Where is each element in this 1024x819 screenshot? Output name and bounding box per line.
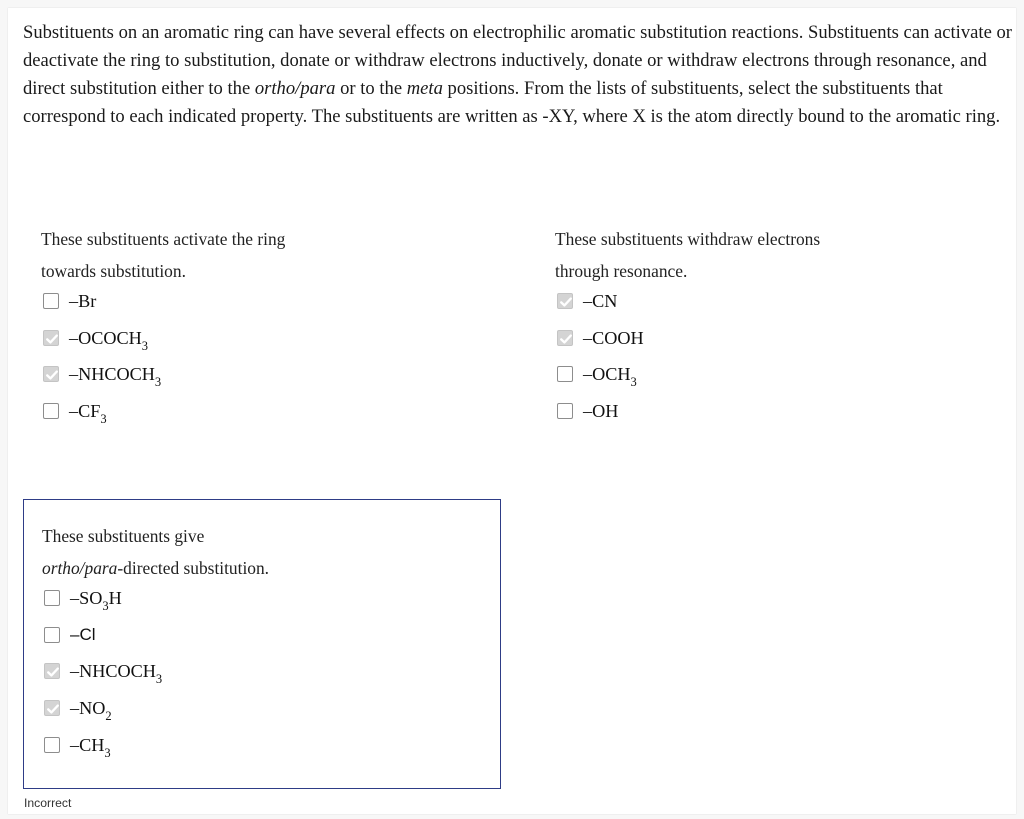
checkbox-unchecked[interactable]	[44, 590, 60, 606]
formula-subscript: 3	[141, 338, 149, 353]
formula-subscript: 3	[100, 412, 107, 427]
panel-ortho-para-label	[42, 521, 269, 584]
substituent-label	[69, 326, 149, 353]
substituent-option[interactable]	[41, 326, 285, 363]
checkbox-checked[interactable]	[557, 293, 573, 309]
formula-subscript: 3	[155, 672, 163, 687]
substituent-option[interactable]	[555, 399, 820, 436]
substituent-formula: –OH	[583, 401, 619, 422]
checkmark-icon	[558, 294, 574, 310]
question-instructions	[23, 19, 1013, 131]
panel-resonance-label	[555, 224, 820, 287]
formula-subscript: 2	[105, 709, 112, 724]
panel-ortho-para-options	[42, 586, 269, 769]
substituent-label	[70, 659, 163, 687]
checkmark-icon	[44, 367, 60, 383]
instructions-emphasis-ortho-para: ortho/para	[254, 77, 336, 99]
checkbox-checked[interactable]	[43, 366, 59, 382]
substituent-option[interactable]	[41, 289, 285, 326]
instructions-text-1: Substituents on an aromatic ring can have several effects on electrophilic aromatic substitution reactions. Substituents can activate or deactivate the ring to substitution, donate or withdraw electrons inductively, donate or withdraw electrons through resonance, and direct substitution either to the	[23, 22, 1012, 99]
substituent-formula: –NO	[70, 698, 106, 719]
substituent-label	[70, 623, 96, 647]
panel-resonance-label-line2: through resonance.	[555, 260, 688, 281]
checkmark-icon	[45, 701, 61, 717]
checkbox-unchecked[interactable]	[43, 293, 59, 309]
panel-ortho-para	[42, 521, 269, 769]
checkmark-icon	[45, 664, 61, 680]
formula-subscript: 3	[630, 375, 637, 390]
checkbox-unchecked[interactable]	[44, 737, 60, 753]
formula-subscript: 3	[104, 745, 111, 760]
substituent-option[interactable]	[42, 623, 269, 660]
formula-subscript: 3	[154, 375, 162, 390]
substituent-option[interactable]	[42, 696, 269, 733]
checkbox-unchecked[interactable]	[44, 627, 60, 643]
substituent-label	[70, 733, 111, 760]
substituent-option[interactable]	[555, 326, 820, 363]
instructions-text-2: or to the	[335, 77, 407, 99]
panel-activate-label-line2: towards substitution.	[41, 260, 186, 281]
checkbox-unchecked[interactable]	[557, 403, 573, 419]
substituent-option[interactable]	[555, 362, 820, 399]
panel-ortho-para-label-emphasis: ortho/para	[42, 557, 118, 578]
substituent-option[interactable]	[41, 362, 285, 399]
formula-suffix: H	[108, 588, 122, 608]
substituent-formula: –OCOCH	[69, 327, 142, 348]
checkbox-checked[interactable]	[557, 330, 573, 346]
checkmark-icon	[44, 331, 60, 347]
substituent-formula: –OCH	[583, 364, 631, 385]
substituent-option[interactable]	[555, 289, 820, 326]
substituent-formula: –CH	[70, 734, 105, 755]
substituent-label	[70, 696, 112, 724]
instructions-text-3: positions. From the lists of substituents, select the substituents that correspond to each indicated property. The substituents are written as -XY, where X is the atom directly bound to the aromatic ring.	[23, 77, 1001, 127]
substituent-label	[583, 399, 618, 423]
substituent-label	[70, 586, 122, 613]
checkbox-checked[interactable]	[44, 700, 60, 716]
checkbox-unchecked[interactable]	[557, 366, 573, 382]
substituent-label	[583, 362, 637, 390]
panel-activate-label	[41, 224, 285, 287]
checkbox-unchecked[interactable]	[43, 403, 59, 419]
panel-activate-label-line1: These substituents activate the ring	[41, 229, 286, 249]
panel-activate-ring	[41, 224, 285, 436]
substituent-formula: –COOH	[583, 327, 644, 348]
substituent-label	[583, 289, 617, 313]
substituent-label	[69, 289, 96, 313]
panel-activate-options	[41, 289, 285, 436]
substituent-formula: –NHCOCH	[70, 661, 156, 682]
substituent-formula: –CF	[69, 401, 101, 422]
panel-resonance-options	[555, 289, 820, 436]
substituent-label	[583, 326, 644, 350]
instructions-emphasis-meta: meta	[406, 77, 443, 99]
substituent-label	[69, 362, 162, 390]
substituent-formula: –NHCOCH	[69, 364, 155, 385]
substituent-formula: –Cl	[70, 624, 96, 644]
substituent-label	[69, 399, 107, 427]
substituent-formula: –SO	[70, 588, 103, 608]
panel-ortho-para-label-line2: -directed substitution.	[117, 557, 270, 578]
substituent-formula: –CN	[583, 291, 618, 311]
checkmark-icon	[558, 331, 574, 347]
substituent-option[interactable]	[42, 586, 269, 623]
substituent-option[interactable]	[42, 659, 269, 696]
checkbox-checked[interactable]	[44, 663, 60, 679]
substituent-formula: –Br	[69, 291, 97, 311]
panel-ortho-para-label-line1: These substituents give	[42, 526, 205, 546]
panel-resonance-label-line1: These substituents withdraw electrons	[555, 229, 821, 249]
checkbox-checked[interactable]	[43, 330, 59, 346]
answer-status: Incorrect	[24, 796, 72, 810]
panel-withdraw-resonance	[555, 224, 820, 436]
substituent-option[interactable]	[41, 399, 285, 436]
formula-subscript: 3	[102, 599, 109, 613]
substituent-option[interactable]	[42, 733, 269, 770]
